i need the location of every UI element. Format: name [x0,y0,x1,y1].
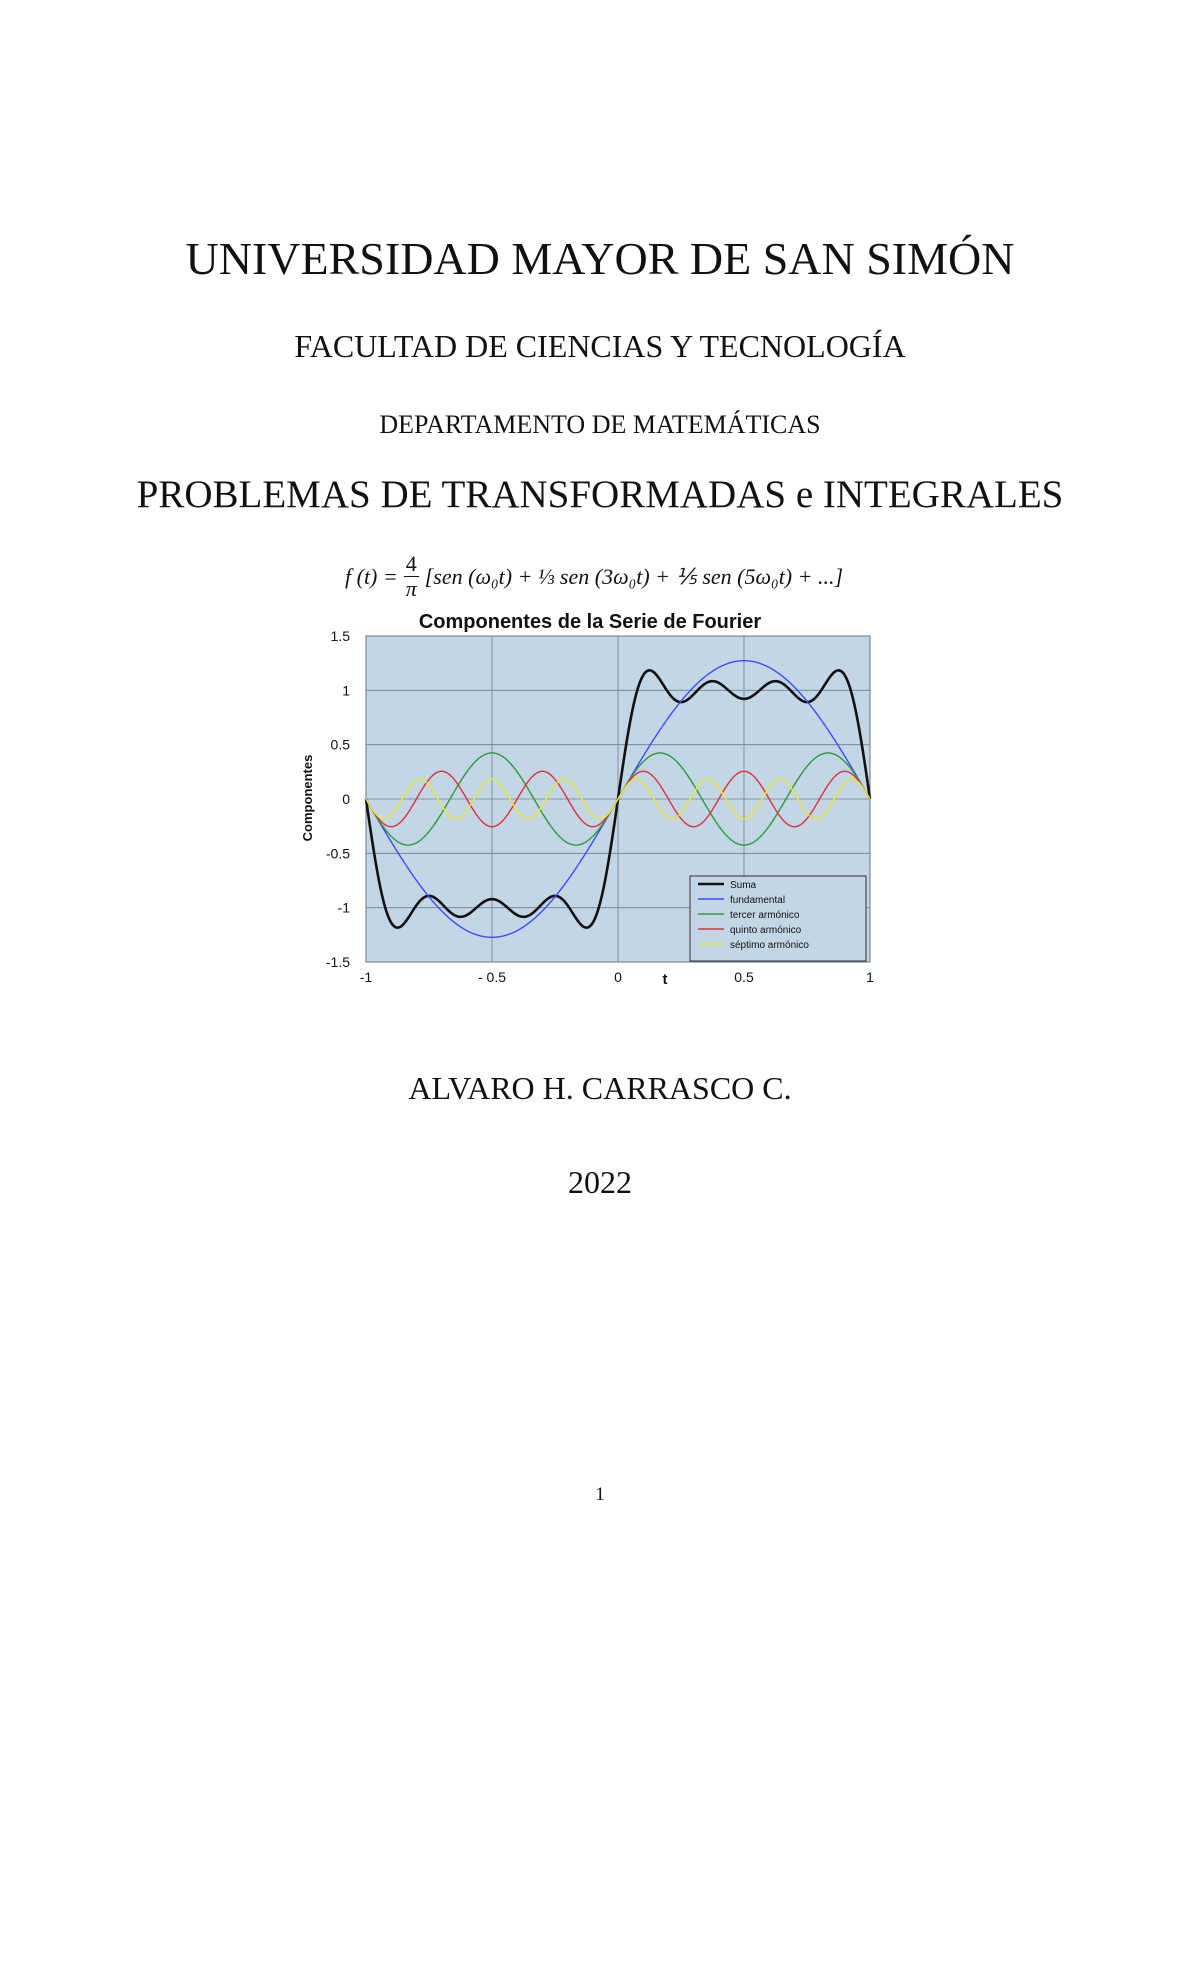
chart-legend [690,876,866,961]
fourier-chart [290,548,900,988]
legend-label: séptimo armónico [730,940,809,951]
publication-year: 2022 [568,1164,632,1200]
x-tick-label: 0.5 [734,969,754,985]
formula-lhs: f (t) = [345,563,398,589]
x-tick-labels [360,969,874,985]
y-tick-label: 0 [342,791,350,807]
formula-rhs: [sen (ω₀t) + ⅓ sen (3ω₀t) + ⅕ sen (5ω₀t) + ...] [424,563,844,589]
faculty-name: FACULTAD DE CIENCIAS Y TECNOLOGÍA [294,328,906,364]
university-name: UNIVERSIDAD MAYOR DE SAN SIMÓN [185,233,1015,284]
author-name: ALVARO H. CARRASCO C. [408,1070,792,1106]
x-axis-label: t [662,971,668,988]
document-title: PROBLEMAS DE TRANSFORMADAS e INTEGRALES [136,473,1064,516]
legend-label: tercer armónico [730,910,800,921]
formula-numerator: 4 [405,551,417,576]
legend-label: quinto armónico [730,925,802,936]
chart-title: Componentes de la Serie de Fourier [418,611,762,633]
x-tick-label: - 0.5 [477,969,507,985]
x-tick-label: -1 [359,969,373,985]
legend-label: Suma [730,880,757,891]
formula-denominator: π [405,576,417,602]
y-axis-label: Componentes [300,754,315,842]
y-tick-label: 1 [342,682,350,699]
page-number: 1 [595,1484,605,1505]
x-tick-label: 1 [866,969,874,985]
legend-label: fundamental [730,895,786,906]
x-tick-label: 0 [614,969,622,985]
y-tick-label: 0.5 [330,736,350,753]
y-tick-label: -1 [337,899,350,916]
y-tick-labels [326,628,350,970]
department-name: DEPARTAMENTO DE MATEMÁTICAS [379,410,821,439]
y-tick-label: -1.5 [325,954,350,970]
y-tick-label: 1.5 [330,628,350,644]
y-tick-label: -0.5 [325,845,350,862]
